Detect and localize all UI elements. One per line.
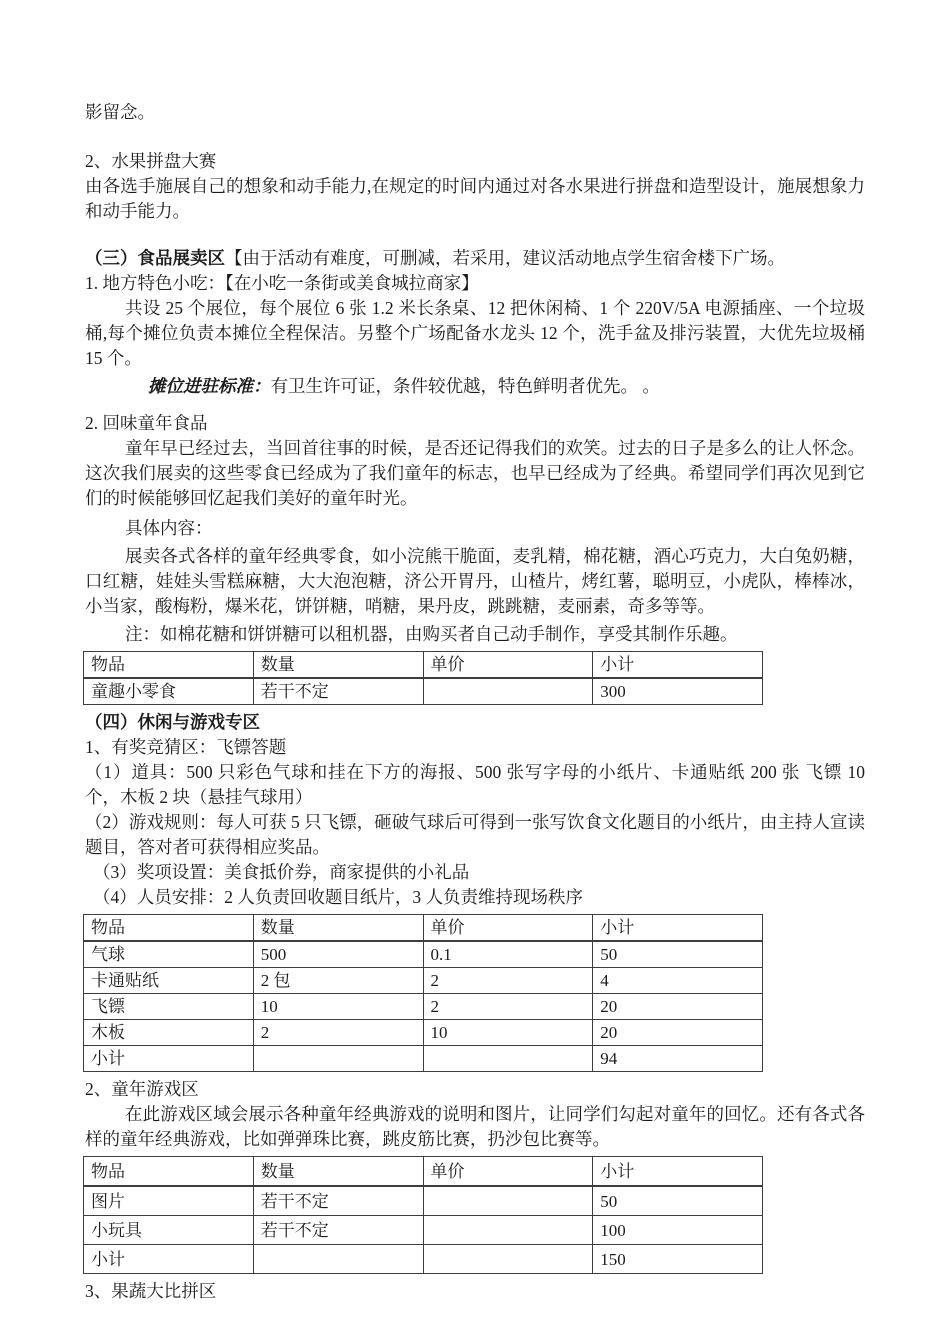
dart-item-prizes: （3）奖项设置：美食抵价券，商家提供的小礼品 — [93, 862, 470, 882]
cell-unit-price — [423, 1186, 593, 1216]
detail-body: 展卖各式各样的童年经典零食，如小浣熊干脆面，麦乳精，棉花糖，酒心巧克力，大白兔奶糖，口红糖，娃娃头雪糕麻糖，大大泡泡糖，济公开胃丹，山楂片，烤红薯，聪明豆，小虎队，棒棒冰，小当家，酸梅粉，爆米花，饼饼糖，哨糖，果丹皮，跳跳糖，麦丽素，奇多等等。 — [85, 546, 865, 616]
col-header-quantity: 数量 — [253, 652, 423, 679]
cell-quantity: 若干不定 — [253, 1216, 423, 1245]
booth-standard-line — [85, 374, 865, 399]
cell-unit-price: 0.1 — [423, 941, 593, 968]
childhood-food-body: 童年早已经过去，当回首往事的时候，是否还记得我们的欢笑。过去的日子是多么的让人怀念。这次我们展卖的这些零食已经成为了我们童年的标志，也早已经成为了经典。希望同学们再次见到它们的时候能够回忆起我们美好的童年时光。 — [85, 438, 865, 508]
childhood-games-body: 在此游戏区域会展示各种童年经典游戏的说明和图片，让同学们勾起对童年的回忆。还有各式各样的童年经典游戏，比如弹弹珠比赛，跳皮筋比赛，扔沙包比赛等。 — [85, 1104, 865, 1149]
col-header-item: 物品 — [84, 652, 254, 679]
cell-item: 气球 — [84, 941, 254, 968]
col-header-subtotal: 小计 — [593, 1157, 763, 1187]
table-row — [84, 994, 763, 1020]
table-header-row — [84, 1157, 763, 1187]
childhood-games-title: 2、童年游戏区 — [85, 1079, 199, 1099]
cell-quantity: 10 — [253, 994, 423, 1020]
cell-quantity: 2 — [253, 1020, 423, 1046]
cell-unit-price: 2 — [423, 994, 593, 1020]
cell-item: 木板 — [84, 1020, 254, 1046]
snack-body: 共设 25 个展位，每个展位 6 张 1.2 米长条桌、12 把休闲椅、1 个 220V/5A 电源插座、一个垃圾桶,每个摊位负责本摊位全程保洁。另整个广场配备水龙头 12 个，洗手盆及排污装置，大优先垃圾桶 15 个。 — [85, 298, 865, 368]
table-row — [84, 1186, 763, 1216]
cell-quantity: 500 — [253, 941, 423, 968]
booth-standard-text: 有卫生许可证，条件较优越，特色鲜明者优先。 。 — [270, 376, 660, 396]
table-row — [84, 968, 763, 994]
cell-item: 飞镖 — [84, 994, 254, 1020]
cell-quantity: 若干不定 — [253, 1186, 423, 1216]
cell-subtotal: 94 — [593, 1046, 763, 1072]
table-header-row — [84, 915, 763, 942]
dart-item-staff: （4）人员安排：2 人负责回收题目纸片，3 人负责维持现场秩序 — [93, 887, 583, 907]
cell-unit-price — [423, 1245, 593, 1274]
dart-item-rules: （2）游戏规则：每人可获 5 只飞镖，砸破气球后可得到一张写饮食文化题目的小纸片，由主持人宣读题目，答对者可获得相应奖品。 — [85, 812, 865, 857]
cell-quantity: 2 包 — [253, 968, 423, 994]
cell-subtotal: 50 — [593, 941, 763, 968]
cell-item: 童趣小零食 — [84, 678, 254, 705]
fruit-contest-body: 由各选手施展自己的想象和动手能力,在规定的时间内通过对各水果进行拼盘和造型设计，施展想象力和动手能力。 — [85, 176, 865, 221]
paragraph-continuation: 影留念。 — [85, 102, 155, 122]
cell-subtotal: 150 — [593, 1245, 763, 1274]
cell-unit-price: 10 — [423, 1020, 593, 1046]
food-zone-heading-bold: （三）食品展卖区 — [85, 248, 225, 268]
cell-subtotal: 20 — [593, 994, 763, 1020]
cell-item: 小计 — [84, 1245, 254, 1274]
booth-standard-label: 摊位进驻标准： — [148, 376, 271, 396]
cell-unit-price: 2 — [423, 968, 593, 994]
dart-quiz-title: 1、有奖竞猜区：飞镖答题 — [85, 737, 287, 757]
cell-unit-price — [423, 678, 593, 705]
table-row — [84, 678, 763, 705]
food-zone-heading — [85, 246, 865, 271]
cell-item: 图片 — [84, 1186, 254, 1216]
dart-cost-table — [83, 914, 763, 1072]
table-total-row — [84, 1046, 763, 1072]
col-header-item: 物品 — [84, 915, 254, 942]
cell-subtotal: 50 — [593, 1186, 763, 1216]
cell-unit-price — [423, 1216, 593, 1245]
cell-quantity — [253, 1245, 423, 1274]
col-header-item: 物品 — [84, 1157, 254, 1187]
col-header-quantity: 数量 — [253, 1157, 423, 1187]
table-row — [84, 1020, 763, 1046]
fruit-veg-contest-title: 3、果蔬大比拼区 — [85, 1281, 217, 1301]
col-header-unit-price: 单价 — [423, 652, 593, 679]
fruit-contest-title: 2、水果拼盘大赛 — [85, 151, 217, 171]
cell-item: 小玩具 — [84, 1216, 254, 1245]
cell-unit-price — [423, 1046, 593, 1072]
cell-quantity — [253, 1046, 423, 1072]
cell-subtotal: 20 — [593, 1020, 763, 1046]
snack-title: 1. 地方特色小吃：【在小吃一条街或美食城拉商家】 — [85, 273, 479, 293]
games-cost-table — [83, 1156, 763, 1274]
cell-quantity: 若干不定 — [253, 678, 423, 705]
col-header-quantity: 数量 — [253, 915, 423, 942]
cell-subtotal: 4 — [593, 968, 763, 994]
table-total-row — [84, 1245, 763, 1274]
detail-label: 具体内容： — [125, 518, 213, 538]
col-header-subtotal: 小计 — [593, 915, 763, 942]
cell-item: 卡通贴纸 — [84, 968, 254, 994]
food-zone-heading-note: 【由于活动有难度，可删减，若采用，建议活动地点学生宿舍楼下广场。 — [225, 248, 785, 268]
table-header-row — [84, 652, 763, 679]
col-header-unit-price: 单价 — [423, 915, 593, 942]
cell-subtotal: 300 — [593, 678, 763, 705]
table-row — [84, 1216, 763, 1245]
cell-subtotal: 100 — [593, 1216, 763, 1245]
dart-item-props: （1）道具：500 只彩色气球和挂在下方的海报、500 张写字母的小纸片、卡通贴纸 200 张 飞镖 10 个，木板 2 块（悬挂气球用） — [85, 762, 865, 807]
cell-item: 小计 — [84, 1046, 254, 1072]
childhood-food-title: 2. 回味童年食品 — [85, 413, 208, 433]
col-header-unit-price: 单价 — [423, 1157, 593, 1187]
col-header-subtotal: 小计 — [593, 652, 763, 679]
rental-note: 注：如棉花糖和饼饼糖可以租机器，由购买者自己动手制作，享受其制作乐趣。 — [125, 624, 738, 644]
table-row — [84, 941, 763, 968]
leisure-zone-heading: （四）休闲与游戏专区 — [85, 712, 260, 732]
snack-cost-table — [83, 651, 763, 705]
